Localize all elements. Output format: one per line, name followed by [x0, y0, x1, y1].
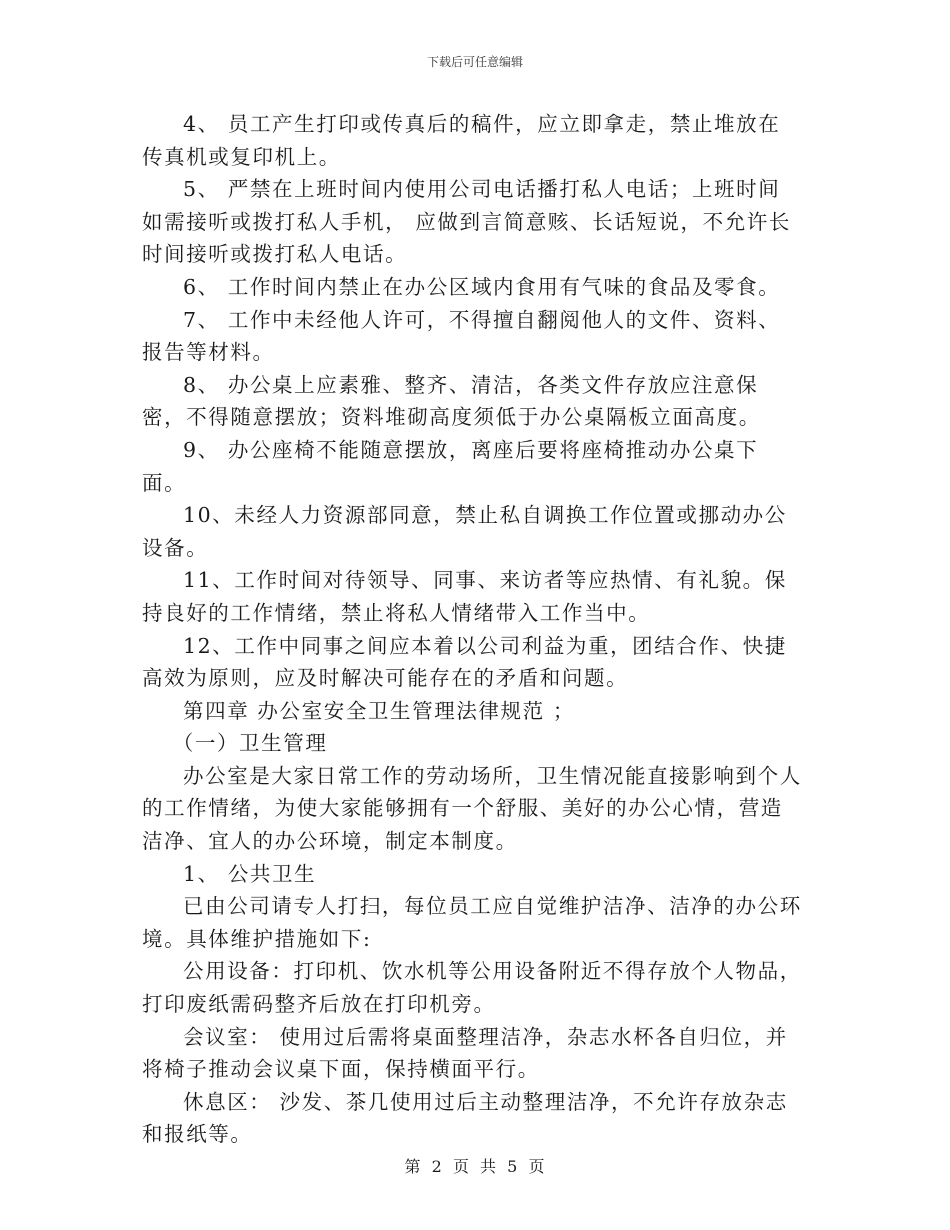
footer-page-word: 页: [452, 1157, 470, 1176]
paragraph-meeting-room: 会议室： 使用过后需将桌面整理洁净，杂志水杯各自归位，并将椅子推动会议桌下面，保持横面平行。: [142, 1024, 788, 1082]
paragraph-rule-6: 6、 工作时间内禁止在办公区域内食用有气味的食品及零食。: [183, 274, 781, 299]
paragraph-rest-area: 休息区： 沙发、茶几使用过后主动整理洁净，不允许存放杂志和报纸等。: [142, 1089, 788, 1147]
footer-current-page: 2: [431, 1157, 443, 1176]
footer-total-word: 页: [528, 1157, 546, 1176]
paragraph-rule-10: 10、未经人力资源部同意，禁止私自调换工作位置或挪动办公设备。: [142, 503, 787, 560]
subsection-heading: 1、 公共卫生: [183, 861, 317, 886]
page-header: 下载后可任意编辑: [426, 55, 523, 69]
paragraph-public-equipment: 公用设备：打印机、饮水机等公用设备附近不得存放个人物品，打印废纸需码整齐后放在打印机旁。: [142, 959, 802, 1017]
footer-total-label: 共: [480, 1157, 498, 1176]
paragraph-rule-8: 8、 办公桌上应素雅、整齐、清洁，各类文件存放应注意保密，不得随意摆放；资料堆砌高度须低于办公桌隔板立面高度。: [142, 372, 761, 430]
paragraph-rule-12: 12、工作中同事之间应本着以公司利益为重，团结合作、快捷高效为原则，应及时解决可能存在的矛盾和问题。: [142, 633, 787, 691]
paragraph-rule-5: 5、 严禁在上班时间内使用公司电话播打私人电话；上班时间如需接听或拨打私人手机， 应做到言简意赅、长话短说，不允许长时间接听或拨打私人电话。: [142, 177, 792, 267]
paragraph-rule-4: 4、 员工产生打印或传真后的稿件，应立即拿走，禁止堆放在传真机或复印机上。: [142, 112, 781, 169]
paragraph-public-hygiene: 已由公司请专人打扫，每位员工应自觉维护洁净、洁净的办公环境。具体维护措施如下:: [142, 894, 802, 951]
page-footer: [0, 1154, 950, 1177]
footer-page-label: 第: [404, 1157, 422, 1176]
paragraph-rule-9: 9、 办公座椅不能随意摆放，离座后要将座椅推动办公桌下面。: [142, 437, 759, 495]
chapter-heading: 第四章 办公室安全卫生管理法律规范 ；: [183, 698, 575, 723]
paragraph-rule-11: 11、工作时间对待领导、同事、来访者等应热情、有礼貌。保持良好的工作情绪，禁止将私人情绪带入工作当中。: [142, 568, 787, 625]
document-body: [142, 108, 802, 1151]
paragraph-intro: 办公室是大家日常工作的劳动场所，卫生情况能直接影响到个人的工作情绪，为使大家能够拥有一个舒服、美好的办公心情，营造洁净、宜人的办公环境，制定本制度。: [142, 763, 802, 854]
paragraph-rule-7: 7、 工作中未经他人许可，不得擅自翻阅他人的文件、资料、报告等材料。: [142, 307, 781, 365]
section-heading: （一）卫生管理: [172, 731, 328, 756]
footer-total-pages: 5: [507, 1157, 519, 1176]
